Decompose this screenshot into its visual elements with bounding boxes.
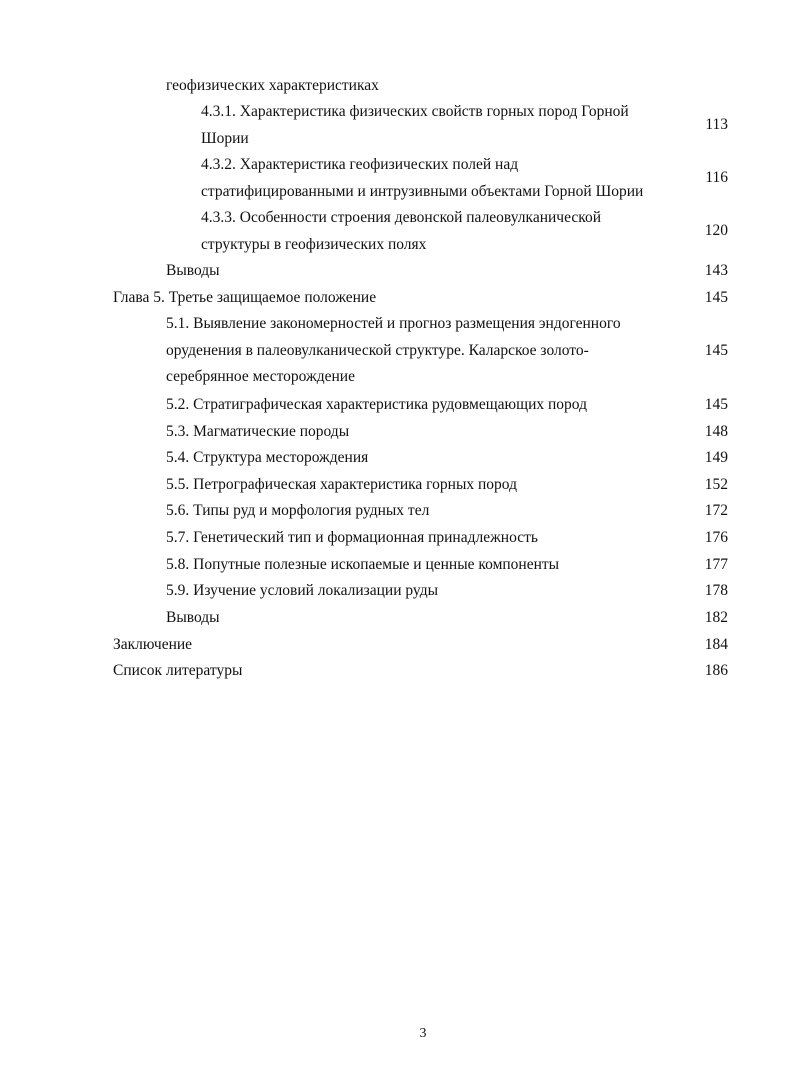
toc-page-number: 120	[704, 222, 728, 239]
toc-entry-text	[113, 285, 376, 312]
toc-entry-line: Глава 5. Третье защищаемое положение	[113, 289, 377, 306]
toc-entry-line: стратифицированными и интрузивными объектами Горной Шории	[201, 182, 644, 200]
toc-entry-line: 5.8. Попутные полезные ископаемые и ценные компоненты	[166, 556, 560, 573]
toc-entry-line: серебрянное месторождение	[166, 368, 355, 385]
toc-entry-line: Заключение	[113, 636, 193, 653]
toc-page-number: 145	[704, 289, 728, 306]
toc-entry-line: оруденения в палеовулканической структуре. Каларское золото-	[166, 341, 589, 359]
toc-entry-text	[113, 632, 192, 659]
toc-page-number: 148	[704, 423, 728, 440]
toc-entry-line: 5.2. Стратиграфическая характеристика рудовмещающих пород	[166, 396, 587, 413]
toc-entry-line: структуры в геофизических полях	[201, 235, 427, 253]
toc-page-number: 143	[704, 262, 728, 279]
toc-entry-line: 5.4. Структура месторождения	[166, 449, 369, 466]
toc-entry-text	[201, 205, 601, 258]
toc-entry-line: 4.3.2. Характеристика геофизических полей над	[201, 156, 519, 173]
toc-entry-line: 5.7. Генетический тип и формационная принадлежность	[166, 529, 538, 546]
toc-entry-text	[166, 552, 559, 579]
toc-page-number: 113	[705, 116, 728, 133]
toc-entry-text	[166, 525, 538, 552]
toc-page-number: 186	[704, 662, 728, 679]
toc-entry-text	[166, 445, 368, 472]
toc-entry-line: 4.3.3. Особенности строения девонской палеовулканической	[201, 209, 602, 226]
toc-page-number: 184	[704, 636, 728, 653]
toc-page-number: 152	[704, 476, 728, 493]
toc-entry-line: Шории	[201, 129, 249, 147]
toc-entry-text	[166, 578, 438, 605]
toc-entry-line: 5.6. Типы руд и морфология рудных тел	[166, 502, 430, 519]
toc-entry-text	[201, 99, 629, 152]
toc-entry-line: Выводы	[166, 609, 220, 626]
toc-entry-text	[166, 73, 379, 100]
toc-page-number: 116	[705, 169, 728, 186]
toc-entry-text	[166, 311, 621, 391]
toc-entry-line: 5.5. Петрографическая характеристика горных пород	[166, 476, 517, 493]
toc-page-number: 145	[704, 396, 728, 413]
toc-entry-text	[166, 419, 349, 446]
toc-entry-text	[166, 605, 220, 632]
page-footer-number: 3	[419, 1026, 427, 1041]
toc-entry-line: 5.9. Изучение условий локализации руды	[166, 582, 438, 599]
toc-page-number: 182	[704, 609, 728, 626]
toc-page-number: 178	[704, 582, 728, 599]
toc-page-number: 145	[704, 342, 728, 359]
toc-entry-line: 5.3. Магматические породы	[166, 423, 350, 440]
toc-entry-text	[113, 658, 242, 685]
toc-page-number: 177	[704, 556, 728, 573]
toc-entry-line: 4.3.1. Характеристика физических свойств горных пород Горной	[201, 103, 629, 120]
toc-entry-text	[166, 498, 429, 525]
toc-entry-text	[166, 472, 517, 499]
toc-entry-text	[201, 152, 643, 205]
toc-entry-line: геофизических характеристиках	[166, 77, 379, 94]
toc-entry-line: 5.1. Выявление закономерностей и прогноз размещения эндогенного	[166, 315, 621, 332]
toc-entry-line: Выводы	[166, 262, 220, 279]
toc-page-number: 172	[704, 502, 728, 519]
toc-entry-line: Список литературы	[113, 662, 243, 679]
toc-page-number: 149	[704, 449, 728, 466]
toc-entry-text	[166, 392, 587, 419]
toc-page-number: 176	[704, 529, 728, 546]
toc-entry-text	[166, 258, 220, 285]
